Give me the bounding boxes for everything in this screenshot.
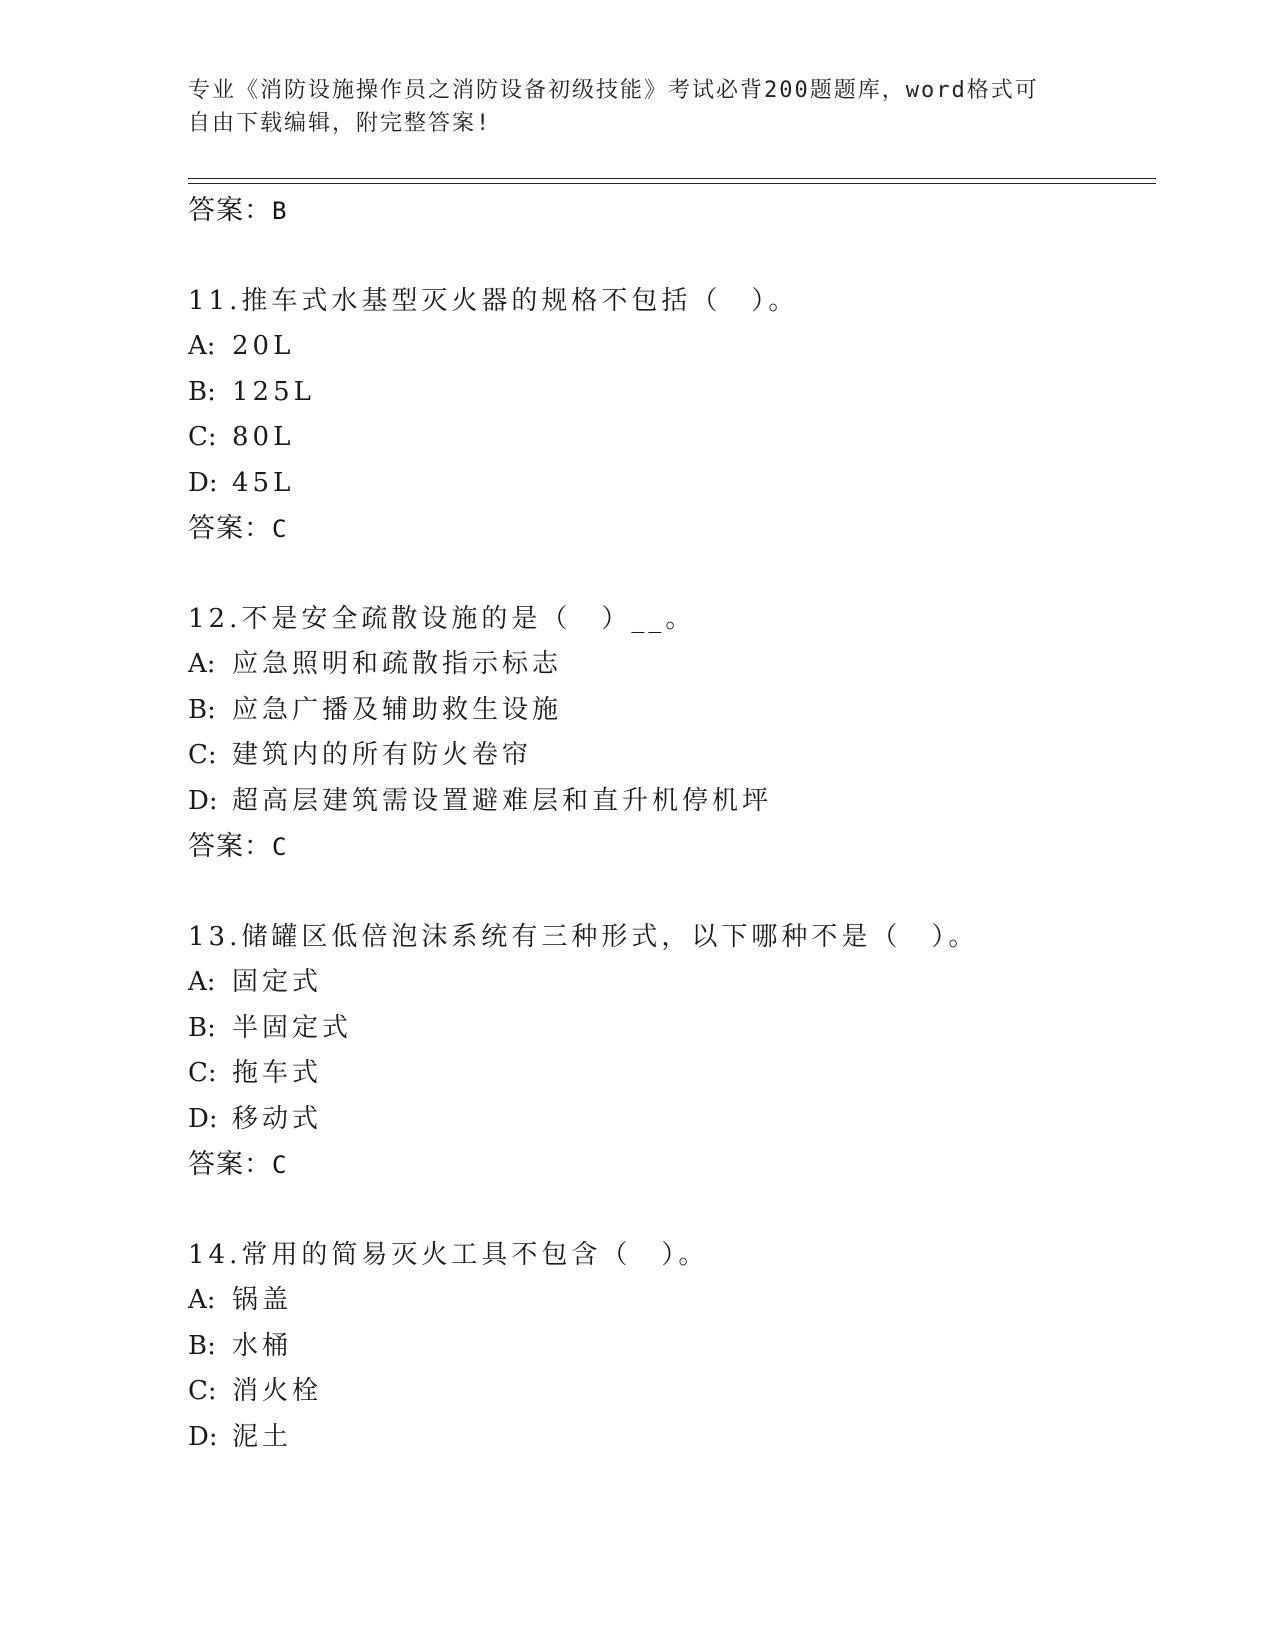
- option-text: 建筑内的所有防火卷帘: [232, 740, 533, 770]
- option: [188, 1006, 1148, 1052]
- option-text: 水桶: [232, 1330, 293, 1361]
- option: [188, 642, 1148, 688]
- option-text: 应急广播及辅助救生设施: [232, 694, 563, 725]
- answer-label: 答案：: [188, 831, 272, 862]
- option-key: D:: [188, 785, 218, 816]
- option: [188, 370, 1148, 416]
- option-text: 半固定式: [232, 1012, 353, 1043]
- option: [188, 688, 1148, 734]
- option-text: 125L: [232, 376, 315, 407]
- option-text: 消火栓: [232, 1376, 323, 1406]
- option-text: 固定式: [232, 967, 323, 997]
- option-key: C:: [188, 1376, 217, 1406]
- option: [188, 324, 1148, 370]
- header-rule-top: [188, 178, 1156, 179]
- option-text: 泥土: [232, 1421, 293, 1452]
- option: [188, 461, 1148, 507]
- answer-label: 答案：: [188, 1149, 272, 1180]
- header-rule-bottom: [188, 183, 1156, 184]
- document-header: [188, 74, 1088, 140]
- option-text: 20L: [232, 331, 295, 361]
- answer-label: 答案：: [188, 513, 272, 544]
- question-text: 14.常用的简易灭火工具不包含（ ）。: [188, 1240, 709, 1270]
- option-text: 移动式: [232, 1103, 323, 1134]
- option-text: 80L: [232, 422, 295, 452]
- answer-value: C: [272, 1151, 288, 1179]
- option-key: D:: [188, 1421, 218, 1452]
- option: [188, 1324, 1148, 1370]
- option-key: D:: [188, 1103, 218, 1134]
- option-key: B:: [188, 694, 216, 725]
- option-key: B:: [188, 1330, 216, 1361]
- option-key: B:: [188, 1012, 216, 1043]
- option-key: A:: [188, 1285, 216, 1315]
- answer-label: 答案：: [188, 195, 272, 226]
- option-key: D:: [188, 467, 218, 498]
- option: [188, 1369, 1148, 1415]
- option-text: 锅盖: [232, 1285, 293, 1315]
- question-text: 11.推车式水基型灭火器的规格不包括（ ）。: [188, 286, 799, 316]
- option: [188, 1051, 1148, 1097]
- answer-line: [188, 506, 1148, 552]
- answer-value: C: [272, 833, 288, 861]
- question-text: 12.不是安全疏散设施的是（ ）__。: [188, 604, 696, 634]
- option-key: A:: [188, 967, 216, 997]
- answer-value: B: [272, 197, 288, 225]
- answer-line: [188, 1142, 1148, 1188]
- answer-line: [188, 824, 1148, 870]
- option: [188, 415, 1148, 461]
- option-key: A:: [188, 649, 216, 679]
- option-text: 超高层建筑需设置避难层和直升机停机坪: [232, 785, 773, 816]
- option-key: C:: [188, 1058, 217, 1088]
- option-text: 拖车式: [232, 1058, 323, 1088]
- question-list: [188, 188, 1148, 1460]
- option: [188, 1415, 1148, 1461]
- option: [188, 1278, 1148, 1324]
- answer-value: C: [272, 515, 288, 543]
- option: [188, 779, 1148, 825]
- option-text: 应急照明和疏散指示标志: [232, 649, 563, 679]
- header-line-2: 自由下载编辑，附完整答案!: [188, 111, 492, 136]
- header-line-1: 专业《消防设施操作员之消防设备初级技能》考试必背200题题库，word格式可: [188, 78, 1039, 103]
- option-key: C:: [188, 422, 217, 452]
- option-key: B:: [188, 376, 216, 407]
- answer-line: [188, 188, 1148, 234]
- option-key: A:: [188, 331, 216, 361]
- option: [188, 733, 1148, 779]
- option-text: 45L: [232, 467, 295, 498]
- question-text: 13.储罐区低倍泡沫系统有三种形式，以下哪种不是（ ）。: [188, 922, 979, 952]
- option-key: C:: [188, 740, 217, 770]
- option: [188, 960, 1148, 1006]
- option: [188, 1097, 1148, 1143]
